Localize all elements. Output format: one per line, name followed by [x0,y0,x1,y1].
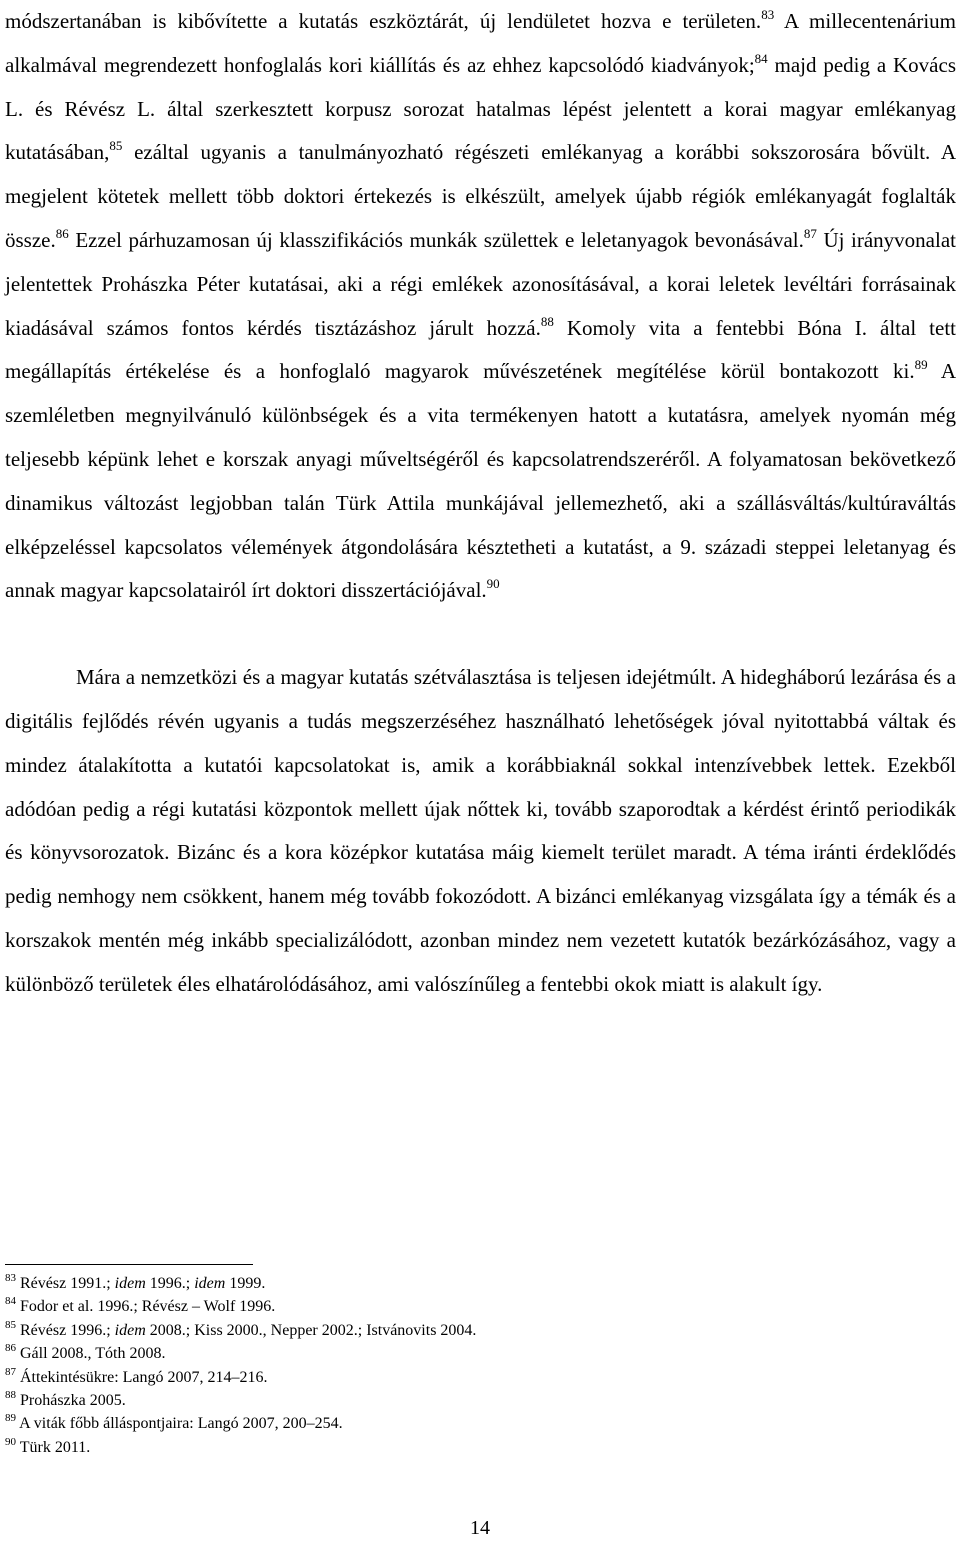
footnote-number: 89 [5,1412,16,1425]
footnote-text: 1996.; [145,1275,195,1292]
footnote-text: Fodor et al. 1996.; Révész – Wolf 1996. [20,1298,276,1316]
footnote-ref[interactable]: 88 [540,313,554,329]
footnote-ref[interactable]: 90 [486,576,500,592]
footnote-separator [5,1264,253,1265]
footnote-text: Révész 1996.; [20,1321,115,1339]
footnote-item [5,1272,905,1295]
paragraph-1 [5,0,956,613]
footnote-text: 2008.; Kiss 2000., Nepper 2002.; Istvánovits 2004. [145,1321,477,1339]
page-number: 14 [470,1517,490,1539]
footnote-ref[interactable]: 83 [761,7,775,22]
footnote-text: Révész 1991.; [20,1275,115,1292]
paragraph-text: A millecentenárium alkalmával megrendezett honfoglalás kori kiállítás és az ehhez kapcsolódó kiadványok; [5,9,956,77]
footnote-ref[interactable]: 84 [754,50,768,66]
footnote-number: 87 [5,1365,16,1378]
paragraph-text: Új irányvonalat jelentettek Prohászka Péter kutatásai, aki a régi emlékek azonosításával, a korai leletek levéltári forrásainak kiadásával számos fontos kérdés tisztázáshoz járult hozzá. [5,227,956,340]
paragraph-text: majd pedig a Kovács L. és Révész L. által szerkesztett korpusz sorozat hatalmas lépést jelentett a korai magyar emlékanyag kutatásában, [5,52,956,165]
footnote-number: 88 [5,1389,16,1402]
footnote-item [5,1342,905,1365]
footnote-number: 84 [5,1295,16,1308]
footnote-item [5,1319,905,1342]
footnote-text: Gáll 2008., Tóth 2008. [20,1345,166,1363]
footnote-item [5,1295,905,1318]
footnote-ref[interactable]: 87 [803,225,817,241]
paragraph-text: ezáltal ugyanis a tanulmányozható régészeti emlékanyag a korábbi sokszorosára bővült. A megjelent kötetek mellett több doktori értekezés is elkészült, amelyek újabb régiók emlékanyagát foglalták össze. [5,140,956,252]
footnote-italic-text: idem [114,1321,146,1339]
footnote-italic-text: idem [114,1275,146,1292]
footnotes-list [5,1272,905,1459]
footnote-italic-text: idem [194,1275,226,1292]
footnote-item [5,1389,905,1412]
footnote-ref[interactable]: 85 [109,138,123,154]
footnote-ref[interactable]: 86 [55,225,69,241]
footnote-ref[interactable]: 89 [914,357,928,373]
footnote-number: 86 [5,1342,16,1355]
footnote-text: 1999. [225,1275,266,1292]
footnote-item [5,1366,905,1389]
footnote-text: A viták főbb álláspontjaira: Langó 2007, 200–254. [19,1415,343,1433]
paragraph-text: módszertanában is kibővítette a kutatás eszköztárát, új lendületet hozva e területen. [5,9,762,33]
footnote-item [5,1412,905,1435]
footnote-item [5,1436,905,1459]
page-body [5,0,956,1007]
paragraph-text: A szemléletben megnyilvánuló különbségek és a vita termékenyen hatott a kutatásra, amelyek nyomán még teljesebb képünk lehet e korszak anyagi műveltségéről és kapcsolatrendszeréről. A folyamatosan bekövetkező dinamikus változást legjobban talán Türk Attila munkájával jellemezhető, aki a szállásváltás/kultúraváltás elképzeléssel kapcsolatos vélemények átgondolására késztetheti a kutatást, a 9. századi steppei leletanyag és annak magyar kapcsolatairól írt doktori disszertációjával. [5,359,956,603]
footnote-text: Áttekintésükre: Langó 2007, 214–216. [20,1368,268,1386]
paragraph-2: Mára a nemzetközi és a magyar kutatás szétválasztása is teljesen idejétmúlt. A hidegháború lezárása és a digitális fejlődés révén ugyanis a tudás megszerzéséhez használható lehetőségek jóval nyitottabbá váltak és mindez átalakította a kutatói kapcsolatokat is, amik a korábbiaknál sokkal intenzívebbek lettek. Ezekből adódóan pedig a régi kutatási központok mellett újak nőttek ki, tovább szaporodtak a kérdést érintő periodikák és könyvsorozatok. Bizánc és a kora középkor kutatása máig kiemelt terület maradt. A téma iránti érdeklődés pedig nemhogy nem csökkent, hanem még tovább fokozódott. A bizánci emlékanyag vizsgálata így a témák és a korszakok mentén még inkább specializálódott, azonban mindez nem vezetett kutatók bezárkózásához, vagy a különböző területek éles elhatárolódásához, ami valószínűleg a fentebbi okok miatt is alakult így. [5,665,956,996]
paragraph-text: Komoly vita a fentebbi Bóna I. által tett megállapítás értékelése és a honfoglaló magyarok művészetének megítélése körül bontakozott ki. [5,315,956,384]
paragraph-text: Ezzel párhuzamosan új klasszifikációs munkák születtek e leletanyagok bevonásával. [68,227,804,252]
footnote-number: 90 [5,1435,16,1448]
footnote-text: Türk 2011. [19,1438,91,1456]
footnote-number: 85 [5,1318,16,1331]
footnote-text: Prohászka 2005. [20,1392,126,1410]
footnote-number: 83 [5,1272,16,1284]
